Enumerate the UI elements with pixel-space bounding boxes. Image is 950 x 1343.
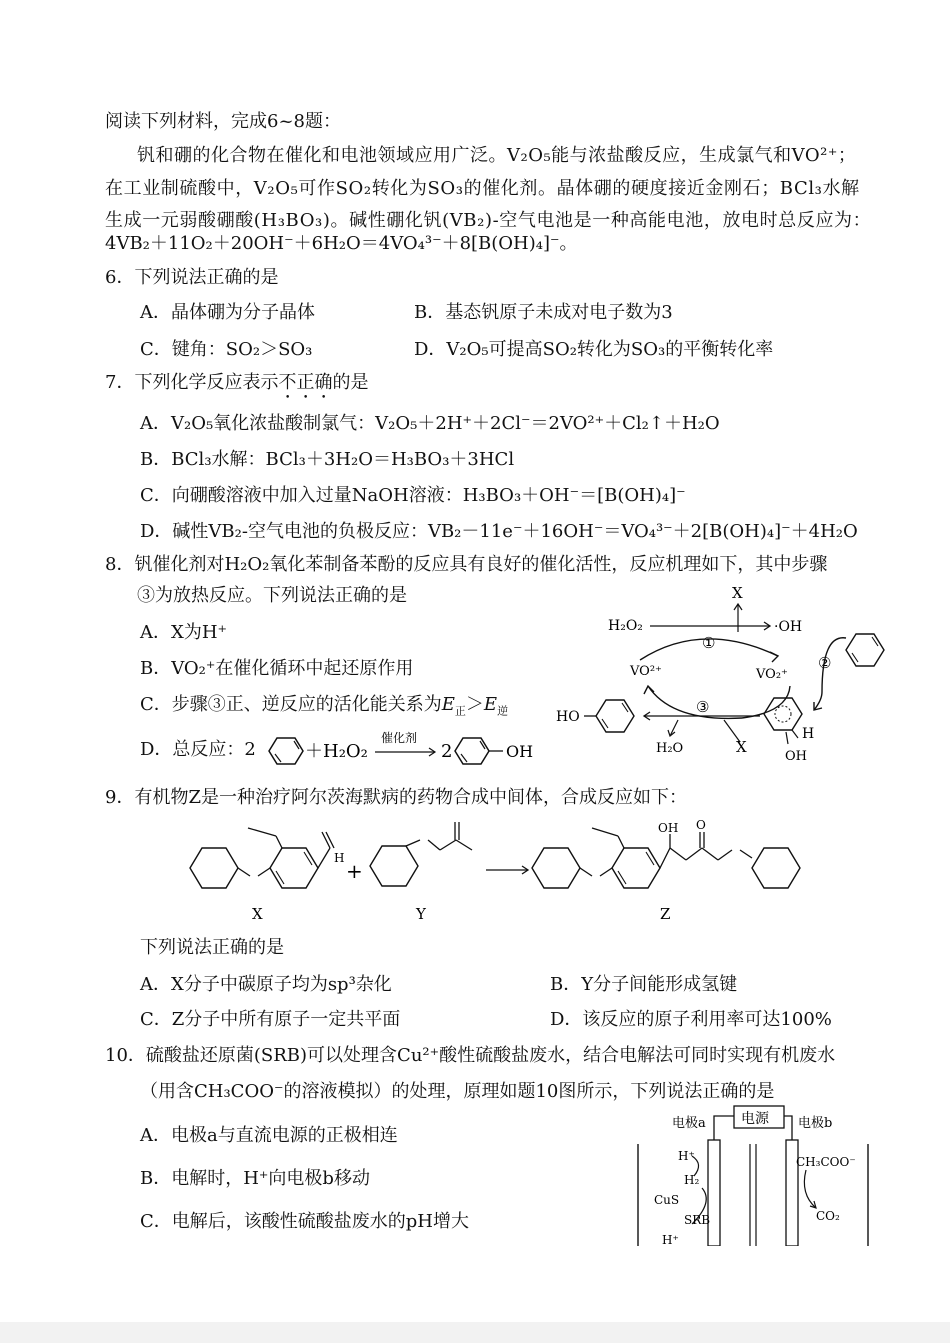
hydroxyl-z-label: OH (658, 821, 679, 835)
q10-option-c: C．电解后，该酸性硫酸盐废水的pH增大 (140, 1211, 469, 1232)
benzene-x-icon (270, 848, 318, 888)
benzene-z-icon (612, 848, 660, 888)
h-label: H (802, 726, 815, 742)
q6-option-d: D．V₂O₅可提高SO₂转化为SO₃的平衡转化率 (414, 339, 774, 360)
electrode-a (708, 1140, 720, 1246)
q8-stem-line1: 8．钒催化剂对H₂O₂氧化苯制备苯酚的反应具有良好的催化活性，反应机理如下，其中步骤 (105, 554, 828, 575)
scan-bottom-band (0, 1322, 950, 1343)
h2o-label: H₂O (656, 741, 684, 756)
intro-total-reaction: 4VB₂＋11O₂＋20OH⁻＋6H₂O＝4VO₄³⁻＋8[B(OH)₄]⁻。 (105, 233, 578, 254)
compound-x-label: X (252, 905, 263, 923)
q8-option-c-sub1: 正 (454, 704, 466, 718)
q8-option-c-e2: E (483, 694, 498, 715)
q7-stem-emphasis: 不正确 (278, 372, 333, 393)
h2o2-label: H₂O₂ (608, 618, 643, 634)
catalyst-label: 催化剂 (381, 731, 418, 745)
x-top-label: X (732, 584, 743, 602)
q10-option-a: A．电极a与直流电源的正极相连 (140, 1125, 398, 1146)
phenol-ring-icon (455, 738, 489, 764)
benzene-icon (846, 634, 884, 666)
q7-option-a: A．V₂O₅氧化浓盐酸制氯气：V₂O₅＋2H⁺＋2Cl⁻＝2VO²⁺＋Cl₂↑＋H₂O (140, 413, 720, 434)
q8-option-d-two: 2 (441, 741, 453, 762)
carbonyl-z-label: O (696, 818, 706, 832)
thp-ring-x-icon (190, 848, 238, 888)
aldehyde-h-label: H (334, 851, 345, 865)
benzene-ring-icon (269, 738, 303, 764)
hplus2-label: H⁺ (662, 1233, 679, 1246)
ho-label: HO (556, 709, 580, 725)
q10-stem-line2: （用含CH₃COO⁻的溶液模拟）的处理，原理如题10图所示，下列说法正确的是 (140, 1081, 775, 1102)
thp-ring-z2-icon (752, 848, 800, 888)
phenol-product-icon (596, 700, 634, 732)
co2-label: CO₂ (816, 1209, 840, 1223)
q6-option-a: A．晶体硼为分子晶体 (140, 302, 315, 323)
q7-stem-part2: 的是 (332, 372, 369, 393)
electrode-b-label: 电极b (798, 1116, 833, 1131)
q9-option-a: A．X分子中碳原子均为sp³杂化 (140, 974, 392, 995)
phenol-oh: OH (506, 742, 534, 761)
q7-stem-part1: 7．下列化学反应表示 (105, 372, 279, 393)
q8-option-c-sub2: 逆 (497, 704, 509, 718)
q7-option-d: D．碱性VB₂-空气电池的负极反应：VB₂－11e⁻＋16OH⁻＝VO₄³⁻＋2[B(OH)₄]⁻＋4H₂O (140, 521, 858, 542)
intro-paragraph-line2: 在工业制硫酸中，V₂O₅可作SO₂转化为SO₃的催化剂。晶体硼的硬度接近金刚石；BCl₃水解 (105, 178, 860, 199)
q7-option-c: C．向硼酸溶液中加入过量NaOH溶液：H₃BO₃＋OH⁻＝[B(OH)₄]⁻ (140, 485, 686, 506)
electrode-a-label: 电极a (672, 1116, 706, 1131)
q7-option-b: B．BCl₃水解：BCl₃＋3H₂O＝H₃BO₃＋3HCl (140, 449, 515, 470)
compound-z-label: Z (660, 905, 671, 923)
q8-option-c-text: C．步骤③正、逆反应的活化能关系为 (140, 694, 442, 715)
q7-stem (105, 371, 368, 403)
q8-mechanism-diagram (552, 582, 902, 772)
step3-label: ③ (696, 698, 710, 716)
q9-stem: 9．有机物Z是一种治疗阿尔茨海默病的药物合成中间体，合成反应如下： (105, 787, 687, 808)
cus-label: CuS (654, 1193, 680, 1207)
q8-option-c-e1: E (441, 694, 455, 715)
q9-option-c: C．Z分子中所有原子一定共平面 (140, 1009, 401, 1030)
q10-stem-line1: 10．硫酸盐还原菌(SRB)可以处理含Cu²⁺酸性硫酸盐废水，结合电解法可同时实现有机废水 (105, 1045, 836, 1066)
q9-option-d: D．该反应的原子利用率可达100% (550, 1009, 832, 1030)
x-bottom-label: X (736, 738, 747, 756)
h2-label: H₂ (684, 1173, 700, 1187)
q8-option-d-prefix: D．总反应：2 (140, 739, 256, 760)
plus-sign: + (346, 859, 363, 883)
q8-option-a: A．X为H⁺ (140, 622, 228, 643)
hydroxyl-radical-label: ·OH (774, 619, 803, 635)
q9-subquestion: 下列说法正确的是 (140, 937, 284, 958)
compound-y-label: Y (416, 905, 426, 923)
q8-option-c (140, 693, 508, 717)
hplus-label: H⁺ (678, 1149, 695, 1163)
oh-label: OH (785, 749, 807, 764)
srb-label: SRB (684, 1213, 711, 1227)
intro-paragraph-line1: 钒和硼的化合物在催化和电池领域应用广泛。V₂O₅能与浓盐酸反应，生成氯气和VO²⁺； (137, 145, 857, 166)
step2-label: ② (818, 654, 832, 672)
q9-reaction-scheme (150, 818, 810, 928)
q8-option-d-plus: ＋H₂O₂ (305, 741, 368, 762)
thp-ring-z-icon (532, 848, 580, 888)
q8-stem-line2: ③为放热反应。下列说法正确的是 (137, 585, 407, 606)
vo2plus-label: VO²⁺ (630, 664, 662, 679)
step1-label: ① (702, 634, 716, 652)
q6-option-b: B．基态钒原子未成对电子数为3 (414, 302, 673, 323)
q9-option-b: B．Y分子间能形成氢键 (550, 974, 738, 995)
thp-ring-y-icon (370, 846, 418, 886)
intro-heading: 阅读下列材料，完成6~8题： (105, 111, 341, 132)
vo2-label: VO₂⁺ (756, 667, 788, 682)
q10-electrolysis-diagram (630, 1104, 880, 1246)
acetate-label: CH₃COO⁻ (796, 1155, 856, 1169)
q6-stem: 6．下列说法正确的是 (105, 267, 279, 288)
power-source-label: 电源 (741, 1111, 769, 1127)
intro-paragraph-line3: 生成一元弱酸硼酸(H₃BO₃)。碱性硼化钒(VB₂)-空气电池是一种高能电池，放电时总反应为： (105, 210, 872, 231)
q8-option-b: B．VO₂⁺在催化循环中起还原作用 (140, 658, 414, 679)
q8-option-c-gt: ＞ (465, 694, 484, 715)
q10-option-b: B．电解时，H⁺向电极b移动 (140, 1168, 370, 1189)
q6-option-c: C．键角：SO₂＞SO₃ (140, 339, 313, 360)
q8-option-d-equation (263, 730, 553, 772)
